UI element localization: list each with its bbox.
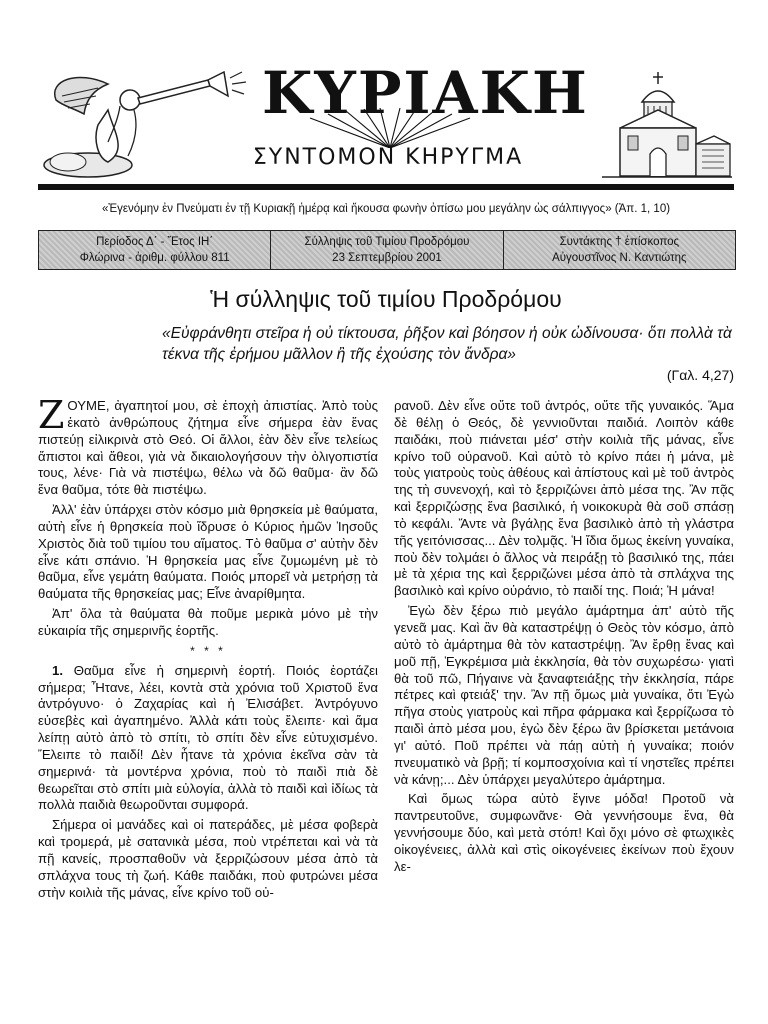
issue-feast-cell	[271, 231, 503, 269]
issue-date: 23 Σεπτεμβρίου 2001	[332, 252, 442, 264]
issue-period-cell	[39, 231, 271, 269]
paragraph: Καὶ ὅμως τώρα αὐτὸ ἔγινε μόδα! Προτοῦ νὰ παντρευτοῦνε, συμφωνᾶνε· Θὰ γεννήσουμε ἕνα, θὰ γεννήσουμε δύο, καὶ μετὰ στόπ! Καὶ ὄχι μόνο σὲ φτωχικὲς οἰκογένειες, ἀλλὰ καὶ στὶς οἰκογένειες ἐκείνων ποὺ ἔχουν λε-	[394, 791, 734, 874]
drop-cap: Ζ	[38, 398, 65, 437]
paragraph	[38, 398, 378, 499]
issue-period: Περίοδος Δ΄ - Ἔτος ΙΗ΄	[96, 236, 214, 248]
trumpeting-angel-icon	[38, 70, 248, 180]
issue-info-bar	[38, 230, 736, 270]
paragraph: Ἀπ' ὅλα τὰ θαύματα θὰ ποῦμε μερικὰ μόνο μὲ τὴν εὐκαιρία τῆς σημερινῆς ἑορτῆς.	[38, 606, 378, 638]
issue-author-cell	[504, 231, 735, 269]
paragraph-text: Θαῦμα εἶνε ἡ σημερινὴ ἑορτή. Ποιός ἑορτάζει σήμερα; Ἦτανε, λέει, κοντὰ στὰ χρόνια τοῦ Χριστοῦ ἕνα ἀντρόγυνο· ὁ Ζαχαρίας καὶ ἡ Ἐλισάβετ. Ἀντρόγυνο εὐσεβὲς καὶ ἀγαπημένο. Ἀλλὰ κάτι τοὺς ἔλειπε· καὶ ἅμα λείπῃ αὐτὸ ἀπὸ τὸ σπίτι, τὸ σπίτι δὲν εἶνε εὐτυχισμένο. Ἔλειπε τὸ παιδί! Δὲν ἦτανε τὰ χρόνια ἐκεῖνα σὰν τὰ σημερινά· τὰ μοντέρνα χρόνια, ποὺ τὸ παιδὶ πιὰ δὲ θεωρεῖται στὸ σπίτι μιὰ εὐλογία, ἀλλὰ τὸ παιδὶ καὶ ἰδίως τὰ πολλὰ παιδιὰ θεωροῦνται συμφορά.	[38, 662, 378, 813]
paragraph: Ἀλλ' ἐὰν ὑπάρχει στὸν κόσμο μιὰ θρησκεία μὲ θαύματα, αὐτὴ εἶνε ἡ θρησκεία ποὺ ἵδρυσε ὁ Κύριος ἡμῶν Ἰησοῦς Χριστὸς διὰ τοῦ τιμίου του αἵματος. Τὸ θαῦμα σ' αὐτὴν δὲν εἶνε κάτι σπάνιο. Ἡ θρησκεία μας εἶνε ζυμωμένη μὲ τὸ θαῦμα, εἶνε γεμάτη θαύματα. Ποιός μπορεῖ νὰ μετρήσῃ τὰ θαύματα τῆς θρησκείας μας; Εἶνε ἀναρίθμητα.	[38, 502, 378, 602]
issue-feast: Σύλληψις τοῦ Τιμίου Προδρόμου	[304, 236, 470, 248]
epigraph-reference: (Γαλ. 4,27)	[666, 367, 734, 383]
masthead	[0, 0, 768, 200]
paragraph-text: ΟΥΜΕ, ἀγαπητοί μου, σὲ ἐποχὴ ἀπιστίας. Ἀπὸ τοὺς ἑκατὸ ἀνθρώπους ζήτημα εἶνε σήμερα ἐὰν ἕνας πιστεύῃ εἰλικρινὰ στὸ Θεό. Οἱ ἄλλοι, ἐὰν δὲν εἶνε τελείως ἄπιστοι καὶ ἄθεοι, γιὰ νὰ δικαιολογήσουν τὴν ὀλιγοπιστία τους, λένε· Γιὰ νὰ πιστέψω, θέλω νὰ δῶ θαῦμα· ἂν δῶ ἕνα θαῦμα, τότε θὰ πιστέψω.	[38, 398, 378, 498]
masthead-rule	[38, 184, 734, 190]
byzantine-church-icon	[598, 70, 734, 180]
article-column-left	[38, 398, 378, 1018]
newspaper-subtitle: ΣΥΝΤΟΜΟΝ ΚΗΡΥΓΜΑ	[252, 145, 524, 170]
article-title: Ἡ σύλληψις τοῦ τιμίου Προδρόμου	[210, 286, 562, 312]
newspaper-title: ΚΥΡΙΑΚΗ	[262, 59, 589, 127]
issue-location-number: Φλώρινα - ἀριθμ. φύλλου 811	[79, 252, 230, 264]
section-number: 1.	[52, 662, 63, 678]
paragraph	[38, 663, 378, 815]
section-divider: * * *	[190, 643, 226, 658]
paragraph: ρανοῦ. Δὲν εἶνε οὔτε τοῦ ἀντρός, οὔτε τῆς γυναικός. Ἅμα δὲ θέλῃ ὁ Θεός, δὲ γεννιοῦνται παιδιά. Λοιπὸν κάθε παιδάκι, ποὺ πιάνεται μέσ' στὴν κοιλιὰ τῆς μάνας, εἶνε κρίνο τοῦ οὐρανοῦ. Καὶ αὐτὸ τὸ κρίνο πάει ἡ μάνα, μὲ τοὺς γιατροὺς τοὺς ἀθέους καὶ ἀπίστους καὶ μὲ τοῦ ἀντρὸς της τὴ συνενοχή, καὶ τὸ ξερριζώνει ἀπὸ μέσα της. Ἂν πᾷς καὶ ξερριζώσῃς ἕνα βασιλικό, ἡ νοικοκυρὰ θὰ σοῦ σπάσῃ τὸ κεφάλι. Ἄντε νὰ βγάλῃς ἕνα βασιλικὸ ἀπὸ τὴ γλάστρα τῆς γειτόνισσας... Δὲν τολμᾷς. Ἡ ἴδια ὅμως ἐκείνη γυναίκα, ποὺ δὲν τολμάει ὁ ἄλλος νὰ πειράξῃ τὸ βασιλικό της, πάει μὲ τὰ χέρια της καὶ ξερριζώνει μέσα ἀπὸ τὰ σπλάχνα της βασιλικὸ καὶ κρίνο οὐράνιο, τὸ παιδί της. Ποιά; Ἡ μάνα!	[394, 398, 734, 599]
paragraph: Ἐγὼ δὲν ξέρω πιὸ μεγάλο ἁμάρτημα ἀπ' αὐτὸ τῆς γενεᾶ μας. Καὶ ἂν θὰ καταστρέψῃ ὁ Θεὸς τὸν κόσμο, ἀπὸ αὐτὸ τὸ ἁμάρτημα θὰ τὸν καταστρέψῃ. Ἂν ἔρθῃ ἕνας καὶ μοῦ πῇ, Ἐγκρέμισα μιὰ ἐκκλησία, θὰ τὸν συχωρέσω· γιατὶ θὰ τοῦ πῶ, Πήγαινε νὰ ξαναφτειάξῃς τὴν ἐκκλησία, πάρε πέτρες καὶ φτειάξ' την. Ἂν πῇ ὅμως μιὰ γυναίκα, ὅτι Ἐγὼ πῆγα στοὺς γιατροὺς καὶ πῆρα φάρμακα καὶ ξερρίζωσα τὸ παιδὶ ἀπὸ μέσα μου, ἐγὼ δὲν ξέρω ἂν βρίσκεται μετάνοια γι' αὐτό. Ποῦ πρέπει νὰ πάῃ αὐτὴ ἡ γυναίκα; ποιόν πνευματικὸ νὰ βρῇ; τί κομποσχοίνια καὶ τί νηστεῖες πρέπει νὰ κάνῃ;... Δὲν ὑπάρχει μεγαλύτερο ἁμάρτημα.	[394, 603, 734, 787]
issue-author-name: Αὐγουστῖνος Ν. Καντιώτης	[552, 252, 687, 264]
masthead-quote: «Ἐγενόμην ἐν Πνεύματι ἐν τῇ Κυριακῇ ἡμέρᾳ καὶ ἤκουσα φωνὴν ὀπίσω μου μεγάλην ὡς σάλπιγγος» (Ἀπ. 1, 10)	[101, 203, 671, 215]
paragraph: Σήμερα οἱ μανάδες καὶ οἱ πατεράδες, μὲ μέσα φοβερὰ καὶ τρομερά, μὲ σατανικὰ μέσα, ποὺ ντρέπεται καὶ νὰ τὰ πῇ κανείς, προσπαθοῦν νὰ ξερριζώσουν μέσα ἀπὸ τὰ σπλάχνα τους τὴ ζωή. Κάθε παιδάκι, ποὺ φυτρώνει μέσα στὴν κοιλιὰ τῆς μάνας, εἶνε κρίνο τοῦ οὐ-	[38, 817, 378, 900]
issue-author-role: Συντάκτης † ἐπίσκοπος	[559, 236, 680, 248]
article-epigraph: «Εὐφράνθητι στεῖρα ἡ οὐ τίκτουσα, ῥῆξον καὶ βόησον ἡ οὐκ ὠδίνουσα· ὅτι πολλὰ τὰ τέκνα τῆς ἐρήμου μᾶλλον ἢ τῆς ἐχούσης τὸν ἄνδρα»	[162, 325, 732, 363]
article-column-right	[394, 398, 734, 1018]
